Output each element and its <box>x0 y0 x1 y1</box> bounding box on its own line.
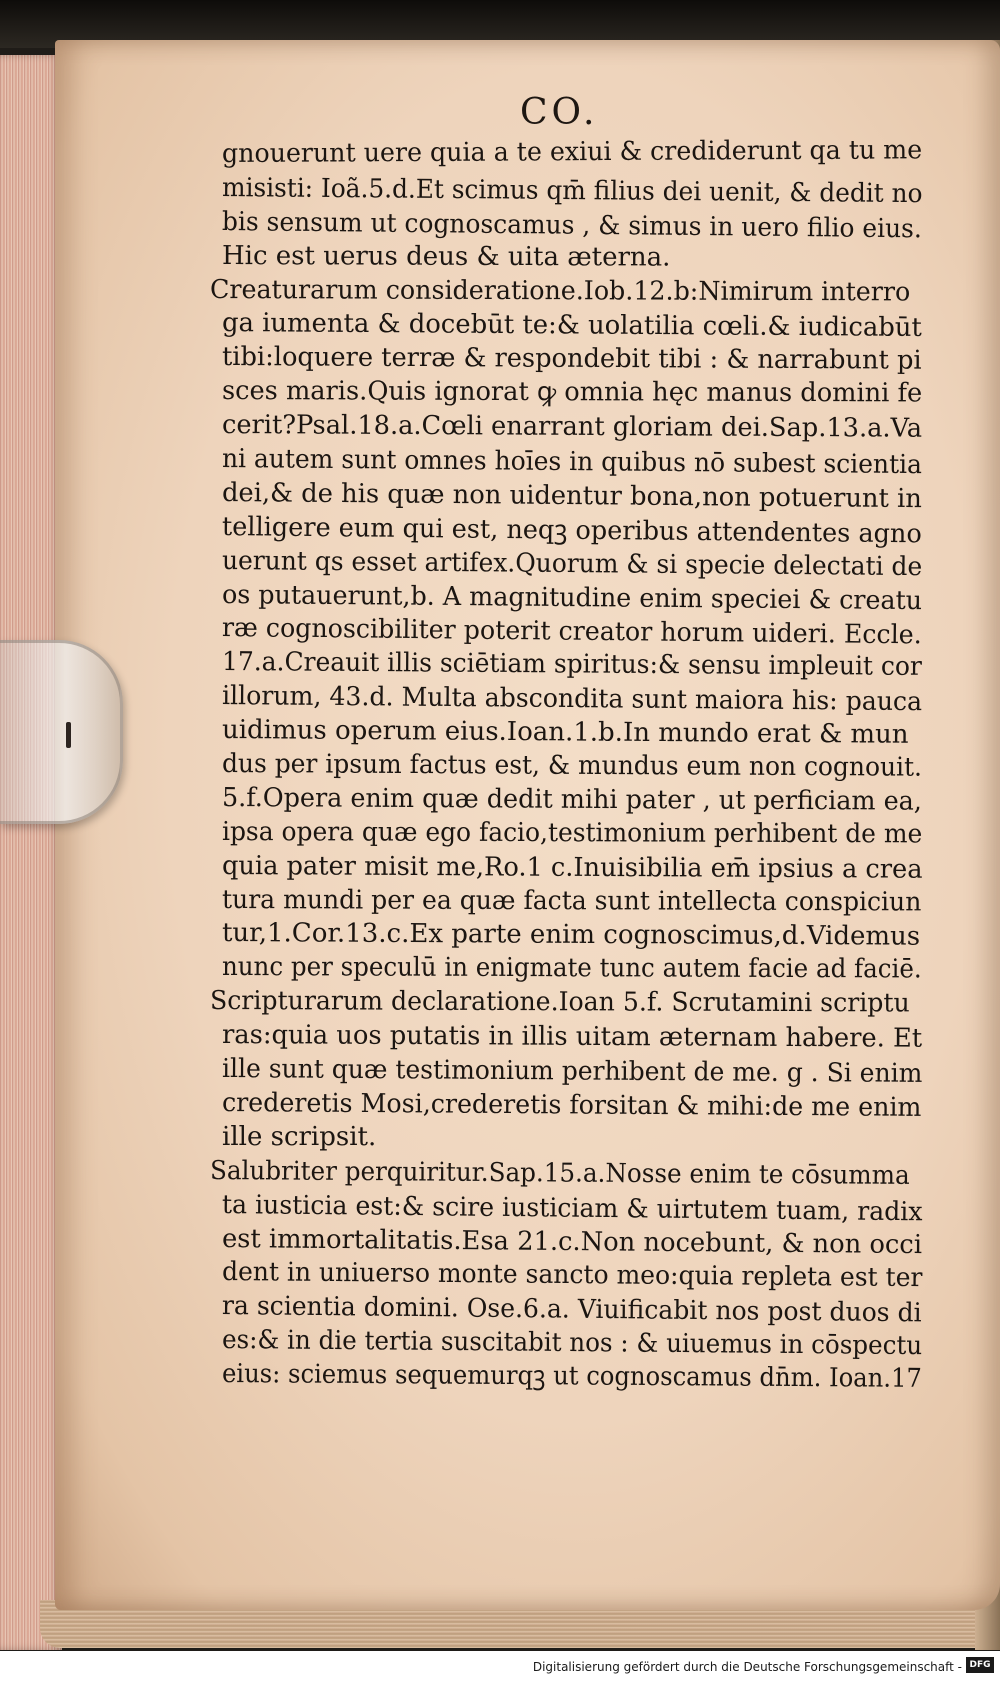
text-line: cerit?Psal.18.a.Cœli enarrant gloriam dei.Sap.13.a.Va <box>221 410 923 444</box>
text-line: os putauerunt,b. A magnitudine enim speciei & creatu <box>221 579 923 616</box>
text-line: illorum, 43.d. Multa abscondita sunt maiora his: pauca <box>221 681 923 718</box>
text-line: 5.f.Opera enim quæ dedit mihi pater , ut perficiam ea, <box>221 782 923 817</box>
text-line: ga iumenta & docebūt te:& uolatilia cœli.& iudicabūt <box>221 308 922 344</box>
text-line: es:& in die tertia suscitabit nos : & uiuemus in cōspectu <box>221 1325 923 1362</box>
text-line: ta iusticia est:& scire iusticiam & uirtutem tuam, radix <box>221 1189 923 1227</box>
text-line: ipsa opera quæ ego facio,testimonium perhibent de me <box>221 816 923 850</box>
text-line: Scripturarum declaratione.Ioan 5.f. Scrutamini scriptu <box>209 986 910 1019</box>
text-block <box>209 135 923 1394</box>
text-line: uerunt qs esset artifex.Quorum & si specie delectati de <box>221 545 923 582</box>
dfg-logo: DFG <box>966 1657 994 1673</box>
text-line: telligere eum qui est, neqꝫ operibus attendentes agno <box>221 511 922 550</box>
text-line: ras:quia uos putatis in illis uitam æternam habere. Et <box>221 1020 923 1054</box>
text-line: dus per ipsum factus est, & mundus eum non cognouit. <box>221 749 923 783</box>
text-line: ræ cognoscibiliter poterit creator horum uideri. Eccle. <box>221 613 922 651</box>
text-line: ni autem sunt omnes hoīes in quibus nō subest scientia <box>221 444 923 481</box>
text-line: tur,1.Cor.13.c.Ex parte enim cognoscimus,d.Videmus <box>221 918 921 953</box>
text-line: quia pater misit me,Ro.1 c.Inuisibilia em̄ ipsius a crea <box>221 850 923 885</box>
text-line: ille sunt quæ testimonium perhibent de me. g . Si enim <box>221 1054 923 1089</box>
text-line: sces maris.Quis ignorat ꝙ omnia hęc manus domini fe <box>221 376 923 409</box>
text-line: 17.a.Creauit illis sciētiam spiritus:& sensu impleuit cor <box>221 647 923 683</box>
text-line: Salubriter perquiritur.Sap.15.a.Nosse enim te cōsumma <box>209 1155 910 1191</box>
text-line: Hic est uerus deus & uita æterna. <box>221 240 671 273</box>
text-line: ille scripsit. <box>222 1121 377 1152</box>
digitization-credit: Digitalisierung gefördert durch die Deutsche Forschungsgemeinschaft - <box>532 1660 962 1674</box>
clip-mark <box>66 722 71 748</box>
text-line: nunc per speculū in enigmate tunc autem facie ad faciē. <box>221 952 922 985</box>
text-line: gnouerunt uere quia a te exiui & crediderunt qa tu me <box>221 135 923 169</box>
text-line: bis sensum ut cognoscamus , & simus in uero filio eius. <box>221 206 922 245</box>
text-line: tibi:loquere terræ & respondebit tibi : & narrabunt pi <box>221 342 922 377</box>
page-clip <box>0 640 123 824</box>
text-line: dent in uniuerso monte sancto meo:quia repleta est ter <box>221 1257 923 1294</box>
text-line: misisti: Ioã.5.d.Et scimus qm̄ filius dei uenit, & dedit no <box>221 172 923 210</box>
text-line: ra scientia domini. Ose.6.a. Viuificabit nos post duos di <box>221 1291 922 1329</box>
text-line: est immortalitatis.Esa 21.c.Non nocebunt, & non occi <box>221 1223 923 1260</box>
text-line: tura mundi per ea quæ facta sunt intellecta conspiciun <box>221 884 922 918</box>
text-line: dei,& de his quæ non uidentur bona,non potuerunt in <box>221 477 923 515</box>
page-edges-left <box>0 55 62 1650</box>
text-line: Creaturarum consideratione.Iob.12.b:Nimirum interro <box>209 274 911 308</box>
text-line: uidimus operum eius.Ioan.1.b.In mundo erat & mun <box>221 715 909 750</box>
running-head: CO. <box>520 92 599 133</box>
text-line: eius: sciemus sequemurqꝫ ut cognoscamus dn̄m. Ioan.17 <box>221 1359 923 1394</box>
text-line: crederetis Mosi,crederetis forsitan & mihi:de me enim <box>221 1087 922 1123</box>
